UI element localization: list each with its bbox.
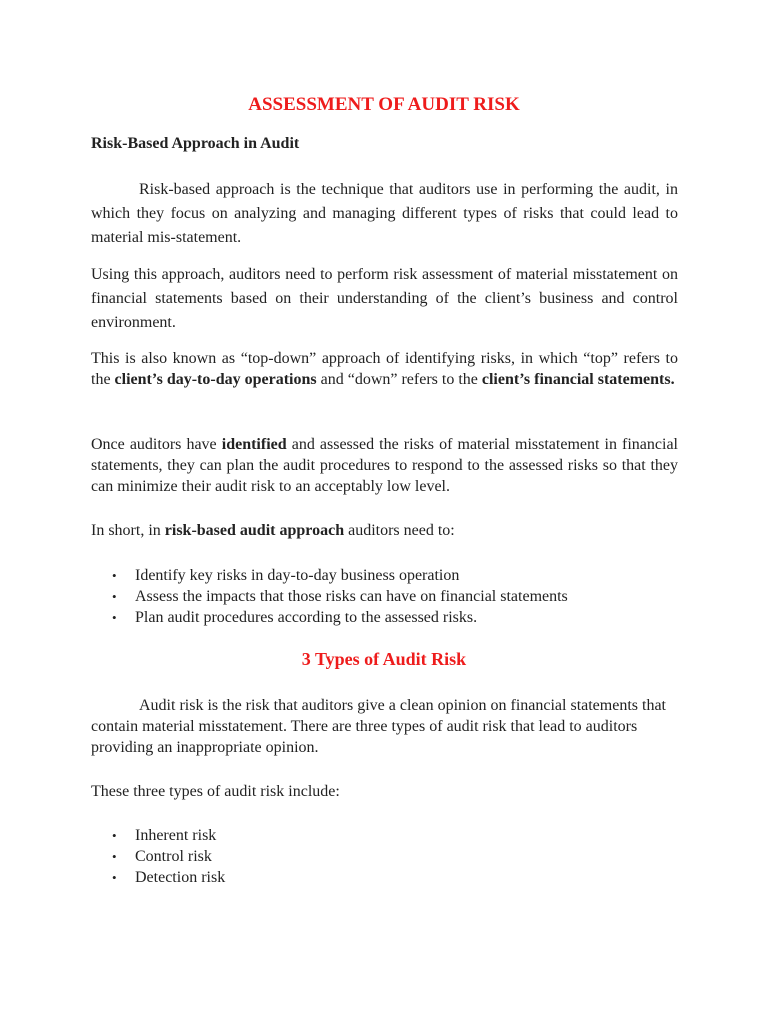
section-subheading: Risk-Based Approach in Audit — [91, 135, 300, 152]
p3-bold-operations: client’s day-to-day operations — [114, 371, 317, 388]
bullet-icon: • — [112, 589, 117, 604]
bullet-list-approach-steps — [91, 565, 568, 628]
p5-bold-approach: risk-based audit approach — [164, 522, 345, 539]
p5-text-a: In short, in — [91, 522, 165, 539]
paragraph-using-approach: Using this approach, auditors need to perform risk assessment of material misstatement on financial statements based on their understanding of the client’s business and control environment. — [91, 266, 678, 331]
paragraph-risk-based-definition: Risk-based approach is the technique that auditors use in performing the audit, in which they focus on analyzing and managing different types of risks that could lead to material mis-statement. — [91, 181, 678, 246]
list-item-text: Identify key risks in day-to-day business operation — [135, 567, 460, 584]
p3-text-a: This is also known as “top-down” approach of identifying risks, in which “top” refers to the — [91, 350, 678, 388]
p5-text-c: auditors need to: — [344, 522, 455, 539]
bullet-icon: • — [112, 828, 117, 843]
list-item-text: Detection risk — [135, 869, 226, 886]
p4-text-a: Once auditors have — [91, 436, 222, 453]
list-item-text: Control risk — [135, 848, 212, 865]
list-item — [91, 846, 225, 867]
bullet-icon: • — [112, 849, 117, 864]
p4-bold-identified: identified — [221, 436, 287, 453]
paragraph-three-types-intro: These three types of audit risk include: — [91, 783, 340, 800]
paragraph-top-down — [91, 348, 678, 390]
list-item — [91, 867, 225, 888]
bullet-icon: • — [112, 568, 117, 583]
list-item-text: Assess the impacts that those risks can have on financial statements — [135, 588, 568, 605]
list-item — [91, 825, 225, 846]
paragraph-once-identified — [91, 434, 678, 497]
paragraph-audit-risk-definition: Audit risk is the risk that auditors give a clean opinion on financial statements that contain material misstatement. There are three types of audit risk that lead to auditors providing an inappropriate opinion. — [91, 697, 666, 756]
document-title: ASSESSMENT OF AUDIT RISK — [248, 94, 520, 115]
list-item — [91, 565, 568, 586]
p3-bold-statements: client’s financial statements. — [481, 371, 675, 388]
list-item — [91, 607, 568, 628]
section-heading-types: 3 Types of Audit Risk — [301, 649, 467, 669]
bullet-icon: • — [112, 610, 117, 625]
bullet-list-risk-types — [91, 825, 225, 888]
p3-text-c: and “down” refers to the — [316, 371, 482, 388]
list-item-text: Plan audit procedures according to the assessed risks. — [135, 609, 478, 626]
list-item-text: Inherent risk — [135, 827, 217, 844]
list-item — [91, 586, 568, 607]
paragraph-in-short — [91, 519, 678, 543]
bullet-icon: • — [112, 870, 117, 885]
p4-text-c: and assessed the risks of material misstatement in financial statements, they can plan the audit procedures to respond to the assessed risks so that they can minimize their audit risk to an acceptably low level. — [91, 436, 679, 495]
